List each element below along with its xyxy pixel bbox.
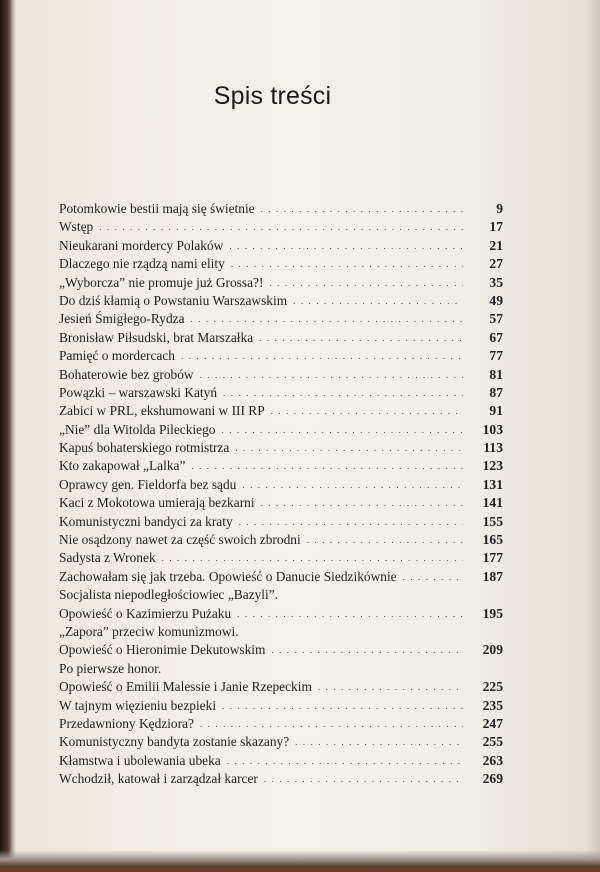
dot-leader: [181, 347, 463, 365]
toc-entry: [59, 697, 503, 715]
dot-leader: [231, 255, 463, 273]
toc-entry-page-number: 235: [482, 697, 503, 713]
toc-entry-page-number: 57: [489, 311, 503, 327]
toc-entry-title-line1: Po pierwsze honor.: [59, 660, 162, 676]
dot-leader: [295, 733, 463, 751]
toc-entry-title-line1: „Zapora” przeciw komunizmowi.: [59, 624, 239, 639]
toc-entry: [59, 752, 503, 770]
toc-entry-title: Kaci z Mokotowa umierają bezkarni: [59, 495, 255, 511]
toc-entry-title: Kapuś bohaterskiego rotmistrza: [59, 440, 230, 456]
toc-entry-page-number: 49: [489, 292, 503, 308]
dot-leader: [264, 770, 463, 788]
toc-entry: [59, 421, 503, 439]
dot-leader: [223, 384, 463, 402]
toc-entry-page-number: 113: [483, 440, 503, 456]
toc-entry-title: Sadysta z Wronek: [59, 550, 156, 566]
toc-entry-title: Kto zakapował „Lalka”: [59, 458, 186, 474]
dot-leader: [229, 237, 463, 255]
toc-entry: [59, 513, 503, 531]
toc-entry-title: Nie osądzony nawet za część swoich zbrodni: [59, 532, 301, 548]
toc-entry-page-number: 155: [482, 513, 503, 529]
dot-leader: [227, 752, 463, 770]
dot-leader: [403, 568, 463, 586]
toc-entry: [59, 255, 503, 273]
toc-entry: [59, 476, 503, 494]
toc-entry: [59, 660, 503, 697]
dot-leader: [235, 439, 463, 457]
toc-entry-page-number: 87: [489, 384, 503, 400]
toc-entry-title: Wstęp: [59, 219, 94, 235]
toc-entry-title: Potomkowie bestii mają się świetnie: [59, 201, 255, 216]
toc-entry-page-number: 209: [482, 642, 503, 658]
toc-entry-title-line1: Socjalista niepodległościowiec „Bazyli”.: [59, 587, 279, 603]
toc-entry: [59, 200, 503, 218]
toc-entry: [59, 531, 503, 549]
dot-leader: [200, 715, 463, 733]
toc-entry-title: Pamięć o mordercach: [59, 348, 175, 364]
dot-leader: [200, 366, 463, 384]
toc-entry-page-number: 255: [482, 734, 503, 750]
toc-entry-page-number: 77: [489, 348, 503, 364]
toc-entry: [59, 218, 503, 236]
toc-entry-title: Komunistyczny bandyta zostanie skazany?: [59, 734, 290, 750]
dot-leader: [237, 605, 463, 623]
dot-leader: [293, 292, 463, 310]
toc-entry-page-number: 225: [482, 679, 503, 695]
toc-entry-page-number: 21: [489, 237, 503, 253]
toc-entry-title: Przedawniony Kędziora?: [59, 715, 194, 731]
toc-entry-title: Opowieść o Kazimierzu Pużaku: [59, 605, 232, 621]
dot-leader: [99, 218, 463, 236]
toc-entry: [59, 237, 503, 255]
toc-entry: [59, 439, 503, 457]
toc-entry-page-number: 247: [482, 715, 503, 731]
toc-entry-page-number: 9: [496, 201, 503, 216]
toc-entry-title: Dlaczego nie rządzą nami elity: [59, 256, 225, 272]
toc-entry-title: Zabici w PRL, ekshumowani w III RP: [59, 403, 265, 419]
toc-entry-title: „Nie” dla Witolda Pileckiego: [59, 421, 216, 437]
toc-entry: [59, 384, 503, 402]
toc-entry-page-number: 141: [482, 495, 503, 511]
toc-entry-title: Opowieść o Hieronimie Dekutowskim: [59, 642, 266, 658]
dot-leader: [261, 200, 463, 218]
dot-leader: [222, 697, 463, 715]
toc-entry: [59, 715, 503, 733]
dot-leader: [307, 531, 463, 549]
toc-entry-page-number: 131: [482, 476, 503, 492]
table-of-contents: [59, 200, 503, 789]
toc-entry: [59, 274, 503, 292]
toc-entry: [59, 347, 503, 365]
dot-leader: [271, 402, 463, 420]
toc-entry: [59, 568, 503, 586]
toc-entry-page-number: 17: [489, 219, 503, 235]
toc-entry-title: Komunistyczni bandyci za kraty: [59, 513, 233, 529]
toc-entry-title: Bohaterowie bez grobów: [59, 366, 194, 382]
toc-entry: [59, 494, 503, 512]
toc-entry-title: Do dziś kłamią o Powstaniu Warszawskim: [59, 292, 288, 308]
dot-leader: [191, 457, 463, 475]
toc-entry-title: W tajnym więzieniu bezpieki: [59, 697, 217, 713]
toc-entry-page-number: 103: [482, 421, 503, 437]
dot-leader: [271, 641, 463, 659]
toc-entry-title: Opowieść o Emilii Malessie i Janie Rzepeckim: [59, 679, 312, 695]
toc-entry-page-number: 165: [482, 532, 503, 548]
toc-entry-page-number: 195: [482, 605, 503, 621]
toc-entry-title: Wchodził, katował i zarządzał karcer: [59, 771, 258, 787]
toc-entry: [59, 623, 503, 660]
toc-entry-title: Oprawcy gen. Fieldorfa bez sądu: [59, 476, 237, 492]
toc-entry-title: Nieukarani mordercy Polaków: [59, 237, 224, 253]
toc-entry: [59, 310, 503, 328]
toc-entry-page-number: 91: [489, 403, 503, 419]
dot-leader: [259, 329, 463, 347]
toc-entry: [59, 366, 503, 384]
dot-leader: [162, 549, 463, 567]
toc-entry: [59, 329, 503, 347]
toc-entry-page-number: 67: [489, 329, 503, 345]
toc-entry-page-number: 123: [482, 458, 503, 474]
page-title: Spis treści: [213, 82, 332, 110]
toc-entry-title: Zachowałam się jak trzeba. Opowieść o Danucie Siedzikównie: [59, 568, 397, 584]
toc-entry: [59, 586, 503, 623]
toc-entry-title: Kłamstwa i ubolewania ubeka: [59, 752, 221, 768]
toc-entry-title: Powązki – warszawski Katyń: [59, 384, 218, 400]
toc-entry-page-number: 263: [482, 752, 503, 768]
dot-leader: [191, 310, 463, 328]
toc-entry-title: Jesień Śmigłego-Rydza: [59, 311, 185, 327]
toc-entry-title: „Wyborcza” nie promuje już Grossa?!: [59, 274, 264, 290]
toc-entry: [59, 733, 503, 751]
dot-leader: [222, 421, 463, 439]
page-bottom-edge: [0, 850, 600, 872]
toc-entry: [59, 457, 503, 475]
dot-leader: [318, 678, 463, 696]
toc-entry-page-number: 27: [489, 256, 503, 272]
dot-leader: [239, 513, 463, 531]
toc-entry: [59, 549, 503, 567]
toc-entry-page-number: 269: [482, 771, 503, 787]
dot-leader: [269, 274, 463, 292]
dot-leader: [261, 494, 463, 512]
toc-entry: [59, 770, 503, 788]
toc-entry-page-number: 177: [482, 550, 503, 566]
toc-entry-page-number: 187: [482, 568, 503, 584]
page-gutter-shadow: [0, 0, 12, 872]
toc-entry: [59, 402, 503, 420]
toc-entry: [59, 292, 503, 310]
toc-entry-title: Bronisław Piłsudski, brat Marszałka: [59, 329, 254, 345]
toc-entry-page-number: 35: [489, 274, 503, 290]
dot-leader: [242, 476, 463, 494]
toc-entry-page-number: 81: [489, 366, 503, 382]
